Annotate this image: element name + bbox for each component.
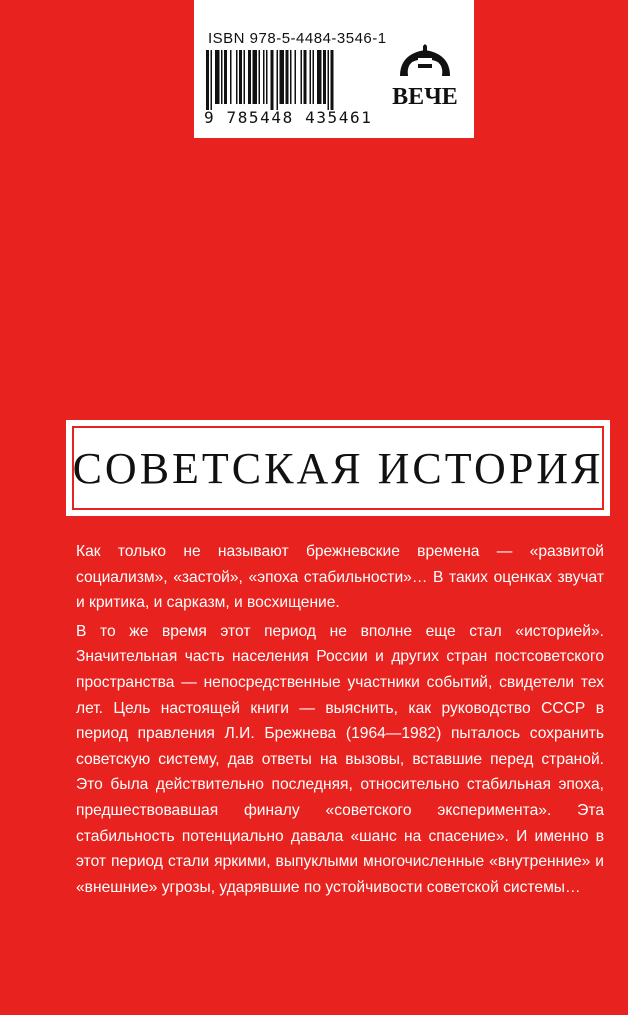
description-paragraph-2: В то же время этот период не вполне еще стал «историей». Значительная часть населения России и других стран постсоветского пространства — непосредственные участники событий, свидетели тех лет. Цель настоящей книги — выяснить, как руководство СССР в период правления Л.И. Брежнева (1964—1982) пыталось сохранить советскую систему, дав ответы на вызовы, вставшие перед страной. Это была действительно последняя, относительно стабильная эпоха, предшествовавшая финалу «советского эксперимента». Эта стабильность потенциально давала «шанс на спасение». И именно в этот период стали яркими, выпуклыми многочисленные «внутренние» и «внешние» угрозы, ударявшие по устойчивости советской системы… [76, 622, 604, 896]
isbn-label: ISBN 978-5-4484-3546-1 [208, 30, 387, 47]
barcode-block [194, 0, 474, 138]
book-description [76, 539, 604, 900]
series-title-inner [72, 426, 604, 510]
svg-text:ВЕЧЕ: ВЕЧЕ [392, 84, 458, 110]
publisher-logo [390, 44, 460, 114]
description-paragraph-1: Как только не называют брежневские времена — «развитой социализм», «застой», «эпоха стабильности»… В таких оценках звучат и критика, и сарказм, и восхищение. [76, 543, 604, 612]
barcode-digits: 9 785448 435461 [204, 108, 373, 127]
series-title-frame [66, 420, 610, 516]
series-title: СОВЕТСКАЯ ИСТОРИЯ [72, 443, 604, 493]
barcode-icon [206, 50, 374, 110]
